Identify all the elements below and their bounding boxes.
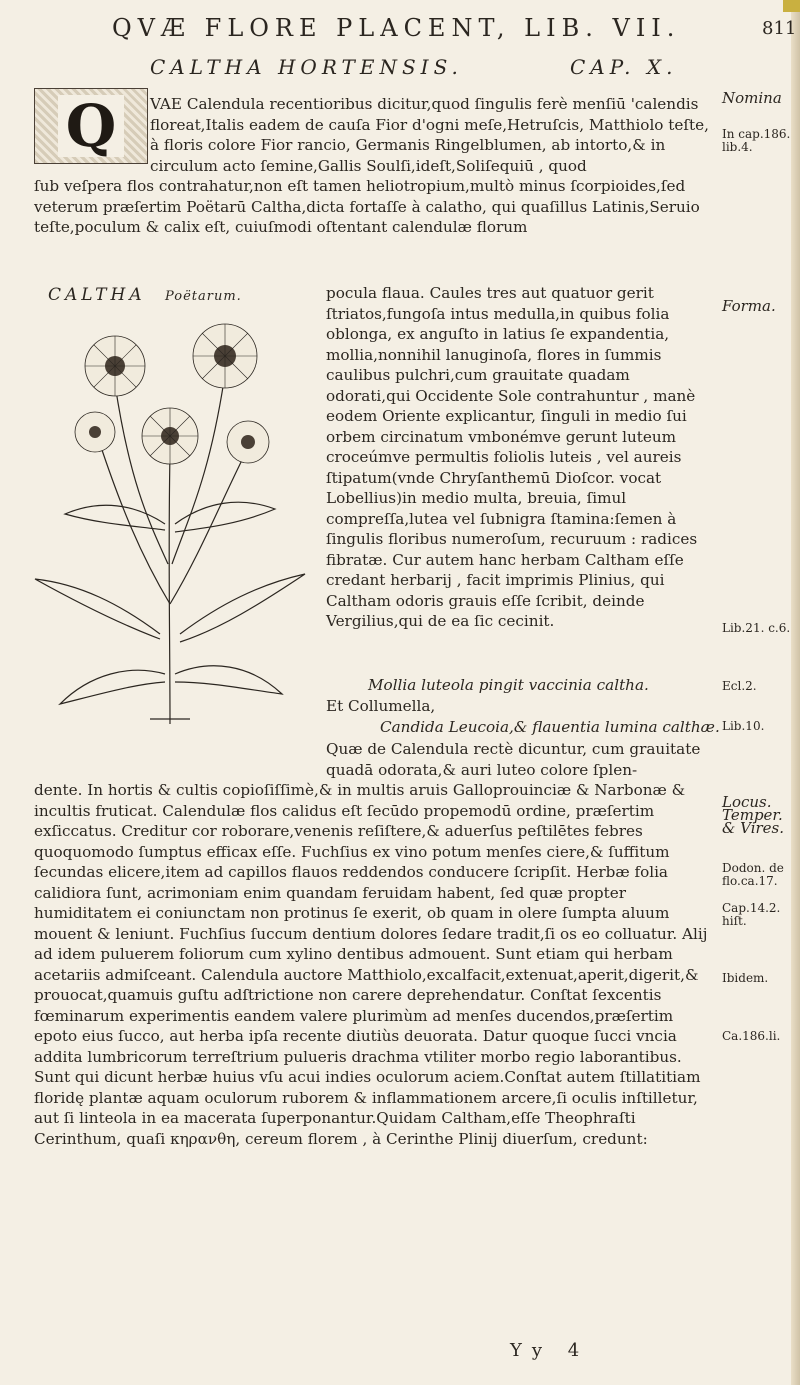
petal-lines-3 <box>142 408 198 464</box>
running-title: QVÆ FLORE PLACENT, LIB. VII. <box>112 14 681 42</box>
text-columella: Et Collumella, <box>326 697 436 715</box>
figure-caption-poet: Poëtarum. <box>165 289 242 304</box>
margin-note-cap186: In cap.186. lib.4. <box>722 127 791 154</box>
paragraph-qualities: dente. In hortis & cultis copioſiſſimè,& in multis aruis Galloprouinciæ & Narbonæ & incultis fruticat. Calendulæ flos calidus eſt ſecūdo propemodū ordine, præſertim exſiccatus. Creditur cor roborare,venenis reſiſtere,& aduerſus peſtilētes febres quoquomodo ſumptus efficax eſſe. Fuchſius ex vino potum menſes ciere,& ſuffitum ſecundas elicere,item ad capillos flauos reddendos conducere ſcripſit. Herbæ folia calidiora ſunt, acrimoniam enim quandam feruidam habent, ſed quæ propter humiditatem ei coniunctam non protinus ſe exerit, ob quam in olere ſumpta aluum mouent & leniunt. Fuchſius ſuccum dentium dolores ſedare tradit,ſi os eo colluatur. Alij ad idem puluerem foliorum cum xylino dentibus admouent. Sunt etiam qui herbam acetariis admiſceant. Calendula auctore Matthiolo,excalfacit,extenuat,aperit,digerit,& prouocat,quamuis guſtu adſtrictione non carere deprehendatur. Conſtat ſexcentis fœminarum experimentis eandem valere plurimùm ad menſes ducendos,præſertim epoto eius ſucco, aut herba ipſa recente diutiùs deuorata. Datur quoque ſucci vncia addita lumbricorum terreſtrium pulueris drachma vtiliter morbo regio laborantibus. Sunt qui dicunt herbæ huius vſu acui indies oculorum aciem.Conſtat autem ſtillatitiam floridę plantæ aquam oculorum ruborem & inflammationem arcere,ſi oculis inſtilletur, aut ſi linteola in ea macerata ſuperponantur.Quidam Caltham,eſſe Theophraſti Cerinthum, quaſi κηρανθη, cereum florem , à Cerinthe Plinij diuerſum, credunt: <box>34 781 708 1148</box>
chapter-heading <box>150 55 678 79</box>
paragraph-qualities-start: Quæ de Calendula rectè dicuntur, cum grauitate quadā odorata,& auri luteo colore ſplen- <box>326 740 701 779</box>
figure-caption-name: CALTHA <box>48 285 146 305</box>
paragraph-intro-cont: ſub veſpera flos contrahatur,non eſt tamen heliotropium,multò minus ſcorpioides,ſed veterum præſertim Poëtarū Caltha,dicta fortaſſe à calatho, qui quaſillus Latinis,Seruio teſte,poculum & calix eſt, cuiuſmodi oſtentant calendulæ florum <box>34 177 700 236</box>
verse-vergil: Mollia luteola pingit vaccinia caltha. <box>368 676 649 694</box>
catchword: Yy 4 <box>510 1340 590 1361</box>
paragraph-intro: VAE Calendula recentioribus dicitur,quod ſingulis ferè menſiū 'calendis floreat,Italis eadem de cauſa Fior d'ogni meſe,Hetruſcis, Matthiolo teſte, à floris colore Fior rancio, Germanis Ringelblumen, ab intorto,& in circulum acto ſemine,Gallis Soulſi,ideſt,Soliſequiū , quod <box>150 95 709 175</box>
flower-center-5 <box>241 435 255 449</box>
verse-columella: Candida Leucoia,& flauentia lumina calthæ. <box>380 718 720 736</box>
margin-note-locus: Locus. Temper. & Vires. <box>722 793 784 837</box>
margin-note-ecl2: Ecl.2. <box>722 679 757 693</box>
calendula-woodcut-illustration <box>20 304 320 729</box>
edge-stain <box>783 0 800 12</box>
margin-note-lib10: Lib.10. <box>722 719 765 733</box>
initial-letter: Q <box>58 95 125 157</box>
leaf-left-3 <box>65 505 165 530</box>
leaf-right-2 <box>175 666 282 694</box>
margin-note-ibidem: Ibidem. <box>722 971 769 985</box>
paragraph-description: pocula flaua. Caules tres aut quatuor gerit ſtriatos,fungoſa intus medulla,in quibus folia oblonga, ex anguſto in latius ſe expandentia, mollia,nonnihil lanuginoſa, flores in ſummis caulibus pulchri,cum grauitate quadam odorati,qui Occidente Sole contrahuntur , manè eodem Oriente explicantur, ſinguli in medio ſui orbem circinatum vmbonémve gerunt luteum croceúmve permultis foliolis luteis , vel aureis ſtipatum(vnde Chryſanthemū Dioſcor. vocat Lobellius)in medio multa, breuia, ſimul compreſſa,lutea vel ſubnigra ſtamina:ſemen à ſingulis floribus numeroſum, recuruum : radices fibratæ. Cur autem hanc herbam Caltham eſſe credant herbarij , facit imprimis Plinius, qui Caltham odoris grauis eſſe ſcribit, deinde Vergilius,qui de ea ſic cecinit. <box>326 284 698 630</box>
petal-lines-1 <box>85 336 145 396</box>
margin-note-forma: Forma. <box>722 297 776 315</box>
figure-caption <box>48 285 242 305</box>
margin-note-dodon: Dodon. de flo.ca.17. <box>722 861 784 888</box>
margin-note-lib21: Lib.21. c.6. <box>722 621 791 635</box>
left-stem <box>100 444 170 604</box>
far-right-stem <box>172 374 225 564</box>
petal-lines-2 <box>193 324 257 388</box>
leaf-left-1 <box>35 579 160 639</box>
margin-note-cap14: Cap.14.2. hiſt. <box>722 901 781 928</box>
flower-center-4 <box>89 426 101 438</box>
chapter-title: CALTHA HORTENSIS. <box>150 55 463 79</box>
main-stem <box>169 454 170 724</box>
leaf-left-2 <box>60 670 165 704</box>
decorated-initial <box>34 88 148 164</box>
page-number: 811 <box>762 18 797 39</box>
margin-note-ca186: Ca.186.li. <box>722 1029 781 1043</box>
margin-note-nomina: Nomina <box>722 89 782 107</box>
right-stem <box>170 454 245 604</box>
leaf-right-1 <box>180 574 305 642</box>
chapter-number: CAP. X. <box>570 55 678 79</box>
